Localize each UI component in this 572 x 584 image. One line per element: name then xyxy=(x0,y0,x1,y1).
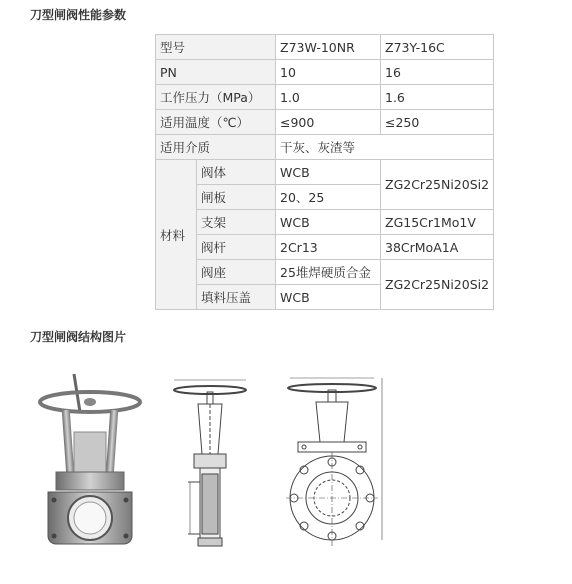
gland-label: 填料压盖 xyxy=(197,285,276,310)
body-a: WCB xyxy=(276,160,381,185)
pressure-b: 1.6 xyxy=(381,85,494,110)
pn-label: PN xyxy=(156,60,276,85)
medium-value: 干灰、灰渣等 xyxy=(276,135,494,160)
table-row xyxy=(156,160,494,185)
table-row xyxy=(156,260,494,285)
table-row xyxy=(156,235,494,260)
valve-front-drawing xyxy=(278,370,390,556)
plate-label: 闸板 xyxy=(197,185,276,210)
pressure-label: 工作压力（MPa） xyxy=(156,85,276,110)
table-row xyxy=(156,85,494,110)
gland-a: WCB xyxy=(276,285,381,310)
pn-b: 16 xyxy=(381,60,494,85)
spec-table xyxy=(155,34,494,310)
section-heading-specs: 刀型闸阀性能参数 xyxy=(30,8,127,22)
bracket-label: 支架 xyxy=(197,210,276,235)
seat-a: 25堆焊硬质合金 xyxy=(276,260,381,285)
stem-b: 38CrMoA1A xyxy=(381,235,494,260)
table-row xyxy=(156,210,494,235)
plate-a: 20、25 xyxy=(276,185,381,210)
bracket-a: WCB xyxy=(276,210,381,235)
seat-b: ZG2Cr25Ni20Si2 xyxy=(381,260,494,310)
stem-a: 2Cr13 xyxy=(276,235,381,260)
body-label: 阀体 xyxy=(197,160,276,185)
model-b: Z73Y-16C xyxy=(381,35,494,60)
pressure-a: 1.0 xyxy=(276,85,381,110)
table-row xyxy=(156,110,494,135)
temp-a: ≤900 xyxy=(276,110,381,135)
model-a: Z73W-10NR xyxy=(276,35,381,60)
body-b: ZG2Cr25Ni20Si2 xyxy=(381,160,494,210)
valve-photo xyxy=(34,372,146,552)
table-row xyxy=(156,135,494,160)
temp-label: 适用温度（℃） xyxy=(156,110,276,135)
table-row xyxy=(156,35,494,60)
table-row xyxy=(156,60,494,85)
model-label: 型号 xyxy=(156,35,276,60)
pn-a: 10 xyxy=(276,60,381,85)
temp-b: ≤250 xyxy=(381,110,494,135)
stem-label: 阀杆 xyxy=(197,235,276,260)
section-heading-images: 刀型闸阀结构图片 xyxy=(30,330,127,344)
seat-label: 阀座 xyxy=(197,260,276,285)
material-label: 材料 xyxy=(156,160,197,310)
medium-label: 适用介质 xyxy=(156,135,276,160)
valve-side-drawing xyxy=(170,370,250,556)
bracket-b: ZG15Cr1Mo1V xyxy=(381,210,494,235)
